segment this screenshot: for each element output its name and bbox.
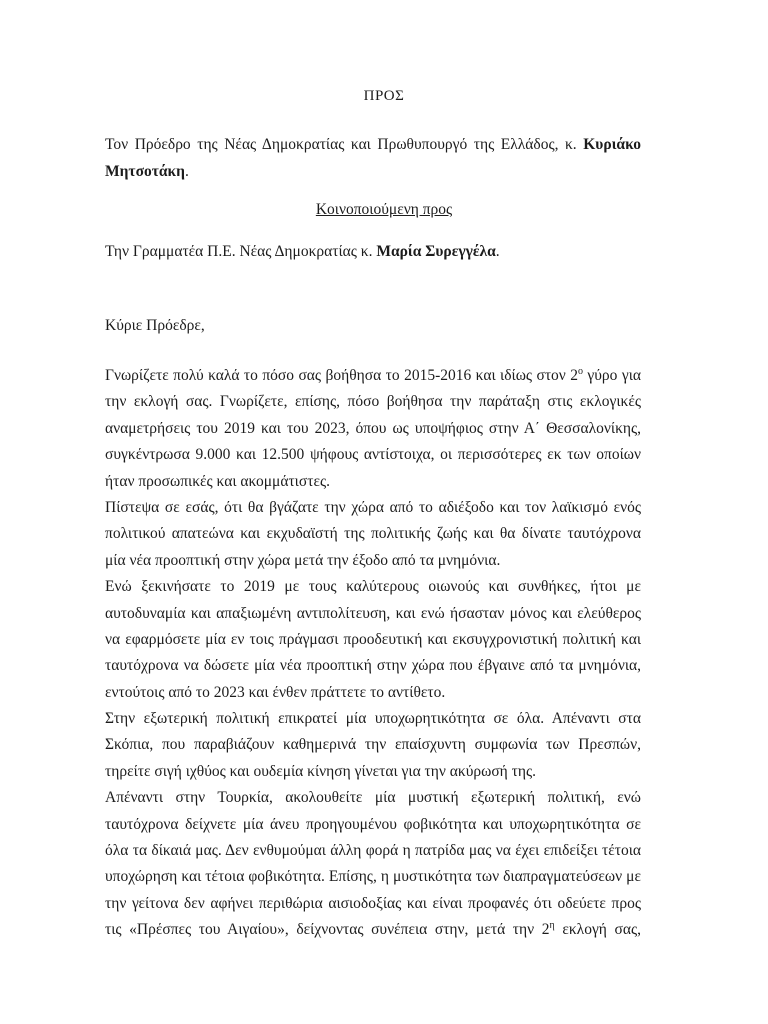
ordinal-superscript: η [549, 920, 555, 932]
body-line: Πίστεψα σε εσάς, ότι θα βγάζατε την χώρα από το αδιέξοδο και τον λαϊκισμό ενός [105, 498, 641, 516]
recipient-suffix: . [184, 163, 189, 180]
body-line: να εφαρμόσετε μία εν τοις πράγμασι προοδευτική και εκσυγχρονιστική πολιτική και [105, 630, 641, 648]
body-line: συγκέντρωσα 9.000 και 12.500 ψήφους αντίστοιχα, οι περισσότερες εκ των οποίων [105, 446, 641, 464]
body-line: ταυτόχρονα να δώσετε μία νέα προοπτική στην χώρα που έβγαινε από τα μνημόνια, [105, 657, 641, 675]
body-line: ταυτόχρονα δείχνετε μία άνευ προηγουμένου φοβικότητα και υποχωρητικότητα σε [105, 815, 641, 833]
cc-title: Κοινοποιούμενη προς [315, 201, 453, 218]
body-line: Στην εξωτερική πολιτική επικρατεί μία υποχωρητικότητα σε όλα. Απέναντι στα [105, 710, 641, 728]
body-line: ήταν προσωπικές και ακομμάτιστες. [105, 472, 330, 490]
ordinal-superscript: ο [577, 366, 583, 377]
cc-name: Μαρία Συρεγγέλα [376, 243, 496, 260]
body-line [105, 917, 641, 943]
recipient-name: Κυριάκο Μητσοτάκη [105, 136, 641, 180]
body-line [105, 363, 641, 389]
body-line: όλα τα δίκαιά μας. Δεν ενθυμούμαι άλλη φορά η πατρίδα μας να έχει επιδείξει τέτοια [105, 842, 641, 860]
body-line: Σκόπια, που παραβιάζουν καθημερινά την επαίσχυντη συμφωνία των Πρεσπών, [105, 736, 641, 754]
body-line: Απέναντι στην Τουρκία, ακολουθείτε μία μυστική εξωτερική πολιτική, ενώ [105, 789, 641, 807]
recipient-prefix: Τον Πρόεδρο της Νέας Δημοκρατίας και Πρωθυπουργό της Ελλάδος, κ. [105, 136, 577, 153]
body-line: εντούτοις από το 2023 και ένθεν πράττετε το αντίθετο. [105, 683, 446, 701]
salutation: Κύριε Πρόεδρε, [105, 317, 205, 334]
body-line: πολιτικού απατεώνα και εκχυδαϊστή της πολιτικής ζωής και θα δίνατε ταυτόχρονα [105, 525, 641, 543]
cc-prefix: Την Γραμματέα Π.Ε. Νέας Δημοκρατίας κ. [105, 243, 373, 260]
body-line-text: τις «Πρέσπες του Αιγαίου», δείχνοντας συνέπεια στην, μετά την 2 [105, 921, 550, 939]
body-line: τηρείτε σιγή ιχθύος και ουδεμία κίνηση γίνεται για την ακύρωσή της. [105, 762, 537, 780]
body-line: αυτοδυναμία και απαξιωμένη αντιπολίτευση, και ενώ ήσασταν μόνος και ελεύθερος [105, 604, 641, 622]
body-line: υποχώρηση και τέτοια φοβικότητα. Επίσης, η μυστικότητα των διαπραγματεύσεων με [105, 868, 641, 886]
body-line: αναμετρήσεις του 2019 και του 2023, όπου ως υποψήφιος στην Α΄ Θεσσαλονίκης, [105, 419, 641, 437]
body-line-text: εκλογή σας, [554, 921, 641, 939]
body-line-text: Γνωρίζετε πολύ καλά το πόσο σας βοήθησα το 2015-2016 και ιδίως στον 2 [105, 367, 578, 384]
letter-body [105, 363, 641, 944]
body-line: την γείτονα δεν αφήνει περιθώρια αισιοδοξίας και είναι προφανές ότι οδεύετε προς [105, 894, 641, 912]
recipient-block [105, 131, 641, 185]
cc-line [105, 243, 500, 261]
body-line: την εκλογή σας. Γνωρίζετε, επίσης, πόσο βοήθησα την παράταξη στις εκλογικές [105, 393, 641, 411]
body-line: Ενώ ξεκινήσατε το 2019 με τους καλύτερους οιωνούς και συνθήκες, ήτοι με [105, 578, 641, 596]
body-line-text: γύρο για [582, 367, 641, 384]
body-line: μία νέα προοπτική στην χώρα μετά την έξοδο από τα μνημόνια. [105, 551, 501, 569]
letter-heading: ΠΡΟΣ [363, 88, 405, 104]
cc-suffix: . [495, 243, 500, 260]
